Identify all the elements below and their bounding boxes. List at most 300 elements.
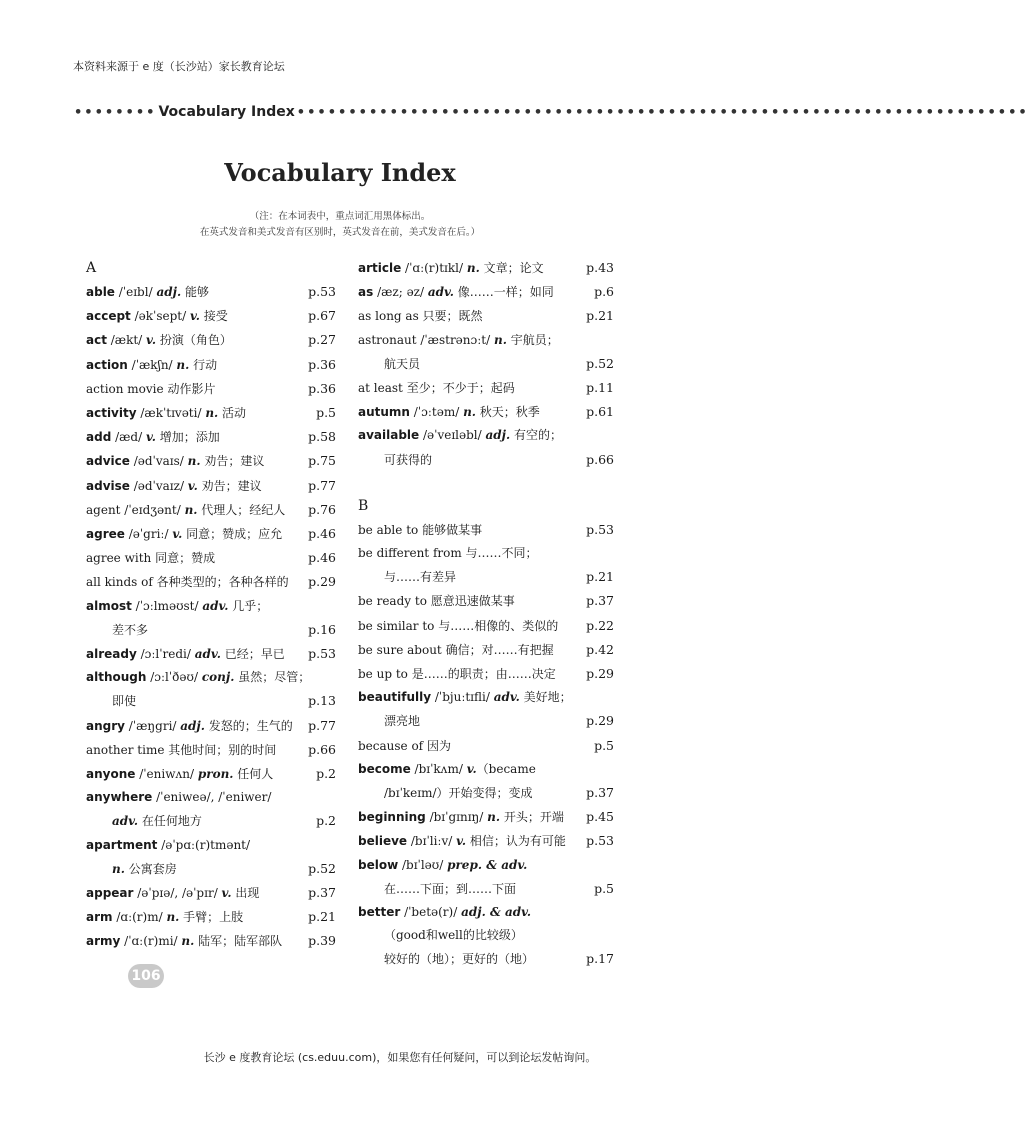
note-line-2: 在英式发音和美式发音有区别时，英式发音在前，美式发音在后。） — [199, 227, 481, 238]
entry-text — [358, 901, 531, 924]
vocab-entry — [358, 400, 614, 424]
entry-text — [86, 834, 250, 857]
page-ref: p.53 — [308, 284, 336, 299]
definition: 能够 — [181, 285, 209, 299]
part-of-speech: adv. — [112, 814, 139, 829]
definition: 几乎； — [228, 598, 269, 613]
entry-text — [358, 401, 540, 424]
entry-line — [86, 666, 336, 689]
pronunciation: /əˈgriː/ — [124, 527, 173, 542]
entry-line — [358, 400, 614, 424]
definition: 开始变得；变成 — [448, 786, 533, 801]
headword: available — [358, 428, 420, 443]
entry-line — [358, 376, 614, 400]
entry-text — [86, 329, 232, 352]
pronunciation: /ækt/ — [106, 333, 147, 348]
page-ref: p.46 — [308, 526, 336, 542]
definition: 劝告；建议 — [200, 454, 265, 469]
page-ref: p.52 — [586, 355, 614, 371]
page-ref: p.37 — [308, 885, 336, 901]
definition: 劝告；建议 — [197, 478, 262, 493]
page-ref: p.67 — [308, 308, 336, 324]
headword: beginning — [358, 810, 426, 825]
entry-text — [86, 402, 246, 425]
pronunciation: /ədˈvaɪz/ — [129, 478, 188, 493]
entry-text — [358, 830, 566, 853]
section-letter-a: A — [86, 260, 97, 276]
vocab-entry — [358, 518, 614, 542]
pronunciation: /ˈɔːtəm/ — [409, 405, 464, 420]
vocab-entry — [86, 786, 336, 833]
vocab-entry — [86, 328, 336, 352]
headword: although — [86, 670, 147, 685]
vocab-entry — [86, 522, 336, 546]
part-of-speech: n. — [181, 934, 195, 949]
section-letter-b: B — [358, 497, 369, 514]
right-entry-list-b — [358, 518, 614, 972]
pronunciation: /ɑː(r)m/ — [112, 910, 167, 925]
part-of-speech: adj. — [156, 285, 182, 299]
vocab-entry — [86, 401, 336, 425]
definition: 其他时间；别的时间 — [168, 742, 277, 757]
page-ref: p.11 — [586, 380, 614, 396]
entry-line — [358, 829, 614, 853]
definition: 代理人；经纪人 — [197, 502, 286, 517]
definition: 活动 — [218, 406, 247, 421]
pronunciation: /ˈbetə(r)/ — [400, 905, 462, 920]
entry-text — [86, 906, 243, 929]
page-ref: p.5 — [594, 880, 614, 896]
vocab-entry — [358, 589, 614, 613]
entry-line — [86, 522, 336, 546]
definition: 像……一样；如同 — [453, 285, 554, 300]
entry-text — [384, 924, 523, 947]
vocab-entry — [358, 424, 614, 471]
vocab-entry — [358, 280, 614, 304]
header-dots-left: •••••••• — [74, 104, 157, 120]
left-column — [86, 256, 336, 954]
vocab-entry — [358, 329, 614, 376]
vocab-entry — [86, 642, 336, 666]
header-dots-right: ••••••••••••••••••••••••••••••••••••••••••••••••••••••••••••••••••••••• — [296, 104, 1029, 120]
pronunciation: /ˈæŋgri/ — [124, 718, 181, 733]
headword: beautifully — [358, 690, 432, 705]
definition: 能够做某事 — [422, 522, 483, 537]
definition: 美好地； — [519, 690, 572, 705]
part-of-speech: n. — [205, 406, 219, 421]
entry-text — [384, 449, 432, 472]
running-header — [74, 104, 1029, 120]
entry-text — [86, 378, 215, 401]
definition: 可获得的 — [384, 452, 433, 467]
entry-line — [358, 280, 614, 304]
definition: 陆军；陆军部队 — [194, 934, 283, 949]
vocab-entry — [358, 376, 614, 400]
pronunciation: /æz; əz/ — [373, 285, 428, 300]
vocab-entry — [358, 638, 614, 662]
headword: better — [358, 905, 401, 920]
page-ref: p.53 — [586, 833, 614, 849]
headword: add — [86, 430, 112, 445]
entry-line — [86, 304, 336, 328]
definition: 出现 — [231, 886, 260, 901]
entry-line — [358, 805, 614, 829]
vocab-entry — [358, 542, 614, 589]
entry-text — [384, 710, 420, 733]
page-ref: p.39 — [308, 933, 336, 949]
entry-line — [86, 449, 336, 473]
entry-line — [358, 877, 614, 901]
headword: advice — [86, 454, 130, 469]
page-ref: p.29 — [308, 574, 336, 590]
entry-line — [358, 709, 614, 733]
pronunciation: /ˈeɪbl/ — [114, 285, 157, 299]
vocab-entry — [358, 829, 614, 853]
part-of-speech: v. — [187, 478, 198, 493]
headword: appear — [86, 886, 134, 901]
pronunciation: be ready to — [358, 594, 431, 609]
pronunciation: /ˈeniwʌn/ — [135, 767, 198, 782]
entry-text — [86, 786, 271, 809]
vocab-entry — [86, 280, 336, 304]
definition: 接受 — [199, 309, 228, 324]
pronunciation: another time — [86, 742, 169, 757]
vocab-entry — [86, 474, 336, 498]
note-line-1: （注：在本词表中，重点词汇用黑体标出。 — [249, 211, 431, 222]
part-of-speech: n. — [487, 810, 501, 825]
pronunciation: /əˈpɪə/, /əˈpɪr/ — [133, 886, 222, 901]
headword: accept — [86, 309, 131, 324]
page-ref: p.37 — [586, 593, 614, 609]
part-of-speech: adj. — [485, 428, 511, 443]
page-ref: p.21 — [586, 308, 614, 324]
vocab-entry — [86, 546, 336, 570]
headword: army — [86, 934, 121, 949]
definition: 确信；对……有把握 — [445, 642, 554, 657]
definition: 任何人 — [233, 767, 274, 782]
pronunciation: /bɪˈkʌm/ — [410, 761, 467, 776]
definition: 虽然；尽管； — [234, 670, 311, 685]
headword: as — [358, 285, 374, 300]
entry-line — [86, 425, 336, 449]
pronunciation: agent /ˈeɪdʒənt/ — [86, 502, 185, 517]
headword: angry — [86, 718, 125, 733]
page-ref: p.53 — [586, 521, 614, 537]
pronunciation: /ˈɑː(r)mi/ — [120, 934, 182, 949]
entry-line — [86, 401, 336, 425]
part-of-speech: n. — [493, 332, 507, 347]
entry-text — [358, 854, 527, 877]
part-of-speech: v. — [145, 430, 156, 445]
page-ref: p.27 — [308, 332, 336, 348]
headword: almost — [86, 598, 132, 613]
entry-text — [384, 878, 516, 901]
entry-line — [86, 546, 336, 570]
entry-line — [86, 714, 336, 738]
entry-text — [358, 639, 554, 662]
page-ref: p.77 — [308, 477, 336, 493]
pronunciation: because of — [358, 738, 427, 753]
entry-line — [86, 786, 336, 809]
entry-text — [112, 858, 177, 881]
pronunciation: /ˈɑː(r)tɪkl/ — [401, 261, 467, 275]
vocab-entry — [86, 881, 336, 905]
vocab-entry — [86, 449, 336, 473]
page-ref: p.16 — [308, 621, 336, 637]
definition: 同意；赞成 — [155, 551, 216, 566]
entry-line — [358, 758, 614, 781]
definition: 较好的（地）；更好的（地） — [384, 952, 535, 967]
headword: already — [86, 647, 137, 662]
page-ref: p.29 — [586, 713, 614, 729]
part-of-speech: n. — [166, 910, 180, 925]
entry-line — [358, 518, 614, 542]
page-ref: p.21 — [586, 569, 614, 585]
entry-text — [358, 257, 544, 280]
definition: 有空的； — [510, 428, 562, 443]
entry-line — [358, 424, 614, 447]
page-ref: p.77 — [308, 717, 336, 733]
part-of-speech: n. — [184, 502, 198, 517]
definition: 至少；不少于；起码 — [406, 381, 515, 396]
page-ref: p.46 — [308, 550, 336, 566]
page-ref: p.45 — [586, 809, 614, 825]
definition: 只要；既然 — [422, 309, 483, 324]
page-ref: p.58 — [308, 429, 336, 445]
entry-line — [86, 642, 336, 666]
headword: arm — [86, 910, 113, 925]
definition: 秋天；秋季 — [475, 405, 540, 420]
pronunciation: /əˈpɑː(r)tmənt/ — [157, 837, 251, 852]
entry-text — [86, 450, 264, 473]
entry-line — [86, 857, 336, 881]
entry-line — [86, 834, 336, 857]
entry-text — [86, 739, 276, 762]
definition: 愿意迅速做某事 — [430, 594, 515, 609]
definition: 即使 — [112, 694, 137, 709]
part-of-speech: v. — [189, 309, 200, 324]
part-of-speech: n. — [176, 357, 190, 372]
page-ref: p.22 — [586, 617, 614, 633]
entry-line — [358, 565, 614, 589]
definition: 与……有差异 — [384, 570, 457, 585]
definition: 在……下面；到……下面 — [384, 881, 517, 896]
part-of-speech: n. — [187, 454, 201, 469]
vocab-entry — [358, 758, 614, 805]
vocab-entry — [86, 762, 336, 786]
entry-line — [358, 256, 614, 280]
entry-line — [358, 924, 614, 947]
vocab-entry — [86, 666, 336, 713]
vocab-entry — [358, 256, 614, 280]
page-ref: p.36 — [308, 356, 336, 372]
entry-line — [86, 762, 336, 786]
entry-text — [384, 353, 420, 376]
part-of-speech: adv. — [493, 690, 520, 705]
page-ref: p.66 — [586, 451, 614, 467]
definition: 开头；开端 — [500, 810, 564, 825]
entry-line — [358, 614, 614, 638]
pronunciation: agree with — [86, 551, 156, 566]
entry-line — [86, 881, 336, 905]
entry-text — [358, 735, 451, 758]
definition: 增加；添加 — [155, 430, 220, 445]
entry-line — [358, 662, 614, 686]
definition: 因为 — [426, 738, 451, 753]
entry-line — [86, 377, 336, 401]
vocab-entry — [358, 854, 614, 901]
entry-line — [86, 738, 336, 762]
entry-text — [86, 882, 259, 905]
vocab-entry — [358, 734, 614, 758]
footer-note: 长沙 e 度教育论坛 (cs.eduu.com)，如果您有任何疑问，可以到论坛发帖询问。 — [203, 1051, 597, 1064]
source-note: 本资料来源于 e 度（长沙站）家长教育论坛 — [73, 60, 285, 73]
entry-text — [86, 930, 282, 953]
page-ref: p.29 — [586, 666, 614, 682]
page-title: Vocabulary Index — [224, 158, 456, 187]
part-of-speech: adj. & adv. — [461, 905, 532, 920]
entry-text — [358, 590, 515, 613]
entry-line — [358, 304, 614, 328]
entry-text — [358, 519, 482, 542]
entry-text — [86, 499, 285, 522]
page-ref: p.5 — [594, 737, 614, 753]
entry-line — [358, 589, 614, 613]
definition: 同意；赞成；应允 — [182, 527, 283, 542]
definition: 漂亮地 — [384, 714, 421, 729]
entry-text — [358, 281, 554, 304]
page-ref: p.17 — [586, 951, 614, 967]
definition: 与……不同； — [465, 546, 538, 561]
pronunciation: /ɔːlˈðəʊ/ — [146, 670, 202, 685]
vocab-entry — [86, 377, 336, 401]
headword: apartment — [86, 837, 158, 852]
vocab-entry — [86, 498, 336, 522]
pronunciation: /ɔːlˈredi/ — [136, 647, 195, 662]
headword: anywhere — [86, 790, 153, 805]
pronunciation: /bɪˈliːv/ — [407, 834, 457, 849]
entry-text — [358, 305, 483, 328]
page-ref: p.66 — [308, 741, 336, 757]
vocab-entry — [358, 304, 614, 328]
pronunciation: as long as — [358, 309, 423, 324]
part-of-speech: conj. — [201, 670, 235, 685]
entry-line — [358, 947, 614, 971]
entry-text — [112, 810, 202, 833]
entry-text — [358, 424, 562, 447]
pronunciation: /bɪˈləʊ/ — [398, 857, 448, 872]
pronunciation: /ˈɔːlməʊst/ — [131, 598, 203, 613]
page-ref: p.2 — [316, 813, 336, 829]
vocab-entry — [86, 304, 336, 328]
page-ref: p.42 — [586, 641, 614, 657]
entry-line — [358, 542, 614, 565]
definition: 手臂；上肢 — [179, 910, 244, 925]
part-of-speech: v. — [146, 333, 156, 348]
definition: 与……相像的、类似的 — [438, 618, 559, 633]
entry-text — [86, 475, 262, 498]
pronunciation: /æd/ — [111, 430, 146, 445]
pronunciation: be sure about — [358, 642, 446, 657]
pronunciation: action movie — [86, 381, 168, 396]
definition: 相信；认为有可能 — [466, 834, 566, 849]
page-ref: p.61 — [586, 404, 614, 420]
entry-text — [358, 663, 556, 686]
part-of-speech: v. — [172, 527, 183, 542]
definition: 发怒的；生气的 — [204, 718, 293, 733]
entry-line — [358, 854, 614, 877]
entry-text — [358, 542, 538, 565]
pronunciation: /bɪˈkeɪm/） — [384, 786, 449, 801]
entry-text — [86, 763, 273, 786]
vocab-entry — [86, 834, 336, 881]
pronunciation: /əˈveɪləbl/ — [419, 428, 486, 443]
part-of-speech: adj. — [180, 718, 205, 733]
entry-line — [86, 595, 336, 618]
entry-line — [86, 905, 336, 929]
left-entry-list — [86, 280, 336, 954]
header-title: Vocabulary Index — [158, 104, 295, 120]
pronunciation: /əkˈsept/ — [130, 309, 190, 324]
definition: 在任何地方 — [138, 814, 202, 829]
entry-text — [86, 571, 289, 594]
vocab-entry — [86, 570, 336, 594]
entry-line — [86, 498, 336, 522]
entry-line — [358, 734, 614, 758]
vocab-entry — [86, 714, 336, 738]
entry-text — [358, 615, 558, 638]
vocab-entry — [358, 686, 614, 733]
definition: 航天员 — [384, 356, 421, 371]
entry-text — [358, 377, 515, 400]
headword: become — [358, 761, 411, 776]
entry-text — [86, 523, 282, 546]
part-of-speech: pron. — [197, 767, 234, 782]
page-ref: p.13 — [308, 693, 336, 709]
entry-line — [358, 329, 614, 352]
headword: autumn — [358, 405, 410, 420]
vocab-entry — [358, 662, 614, 686]
entry-line — [358, 901, 614, 924]
headword: believe — [358, 834, 408, 849]
entry-text — [86, 547, 215, 570]
part-of-speech: v. — [221, 886, 232, 901]
headword: anyone — [86, 767, 136, 782]
pronunciation: be up to — [358, 667, 412, 682]
entry-text — [86, 595, 268, 618]
entry-text — [86, 305, 228, 328]
right-column — [358, 256, 614, 972]
headword: article — [358, 261, 402, 275]
vocab-entry — [358, 901, 614, 972]
entry-line — [86, 280, 336, 304]
entry-text — [384, 948, 534, 971]
entry-line — [358, 638, 614, 662]
entry-text — [86, 354, 217, 377]
entry-text — [86, 715, 293, 738]
definition: 宇航员； — [506, 332, 559, 347]
pronunciation: /ˈeniweə/, /ˈeniwer/ — [152, 790, 272, 805]
vocab-entry — [86, 595, 336, 642]
part-of-speech: v. — [456, 834, 467, 849]
headword: agree — [86, 527, 125, 542]
pronunciation: /ˈækʃn/ — [127, 357, 177, 372]
right-entry-list-a — [358, 256, 614, 472]
entry-line — [86, 570, 336, 594]
headword: action — [86, 357, 128, 372]
entry-text — [86, 426, 220, 449]
entry-text — [384, 566, 456, 589]
